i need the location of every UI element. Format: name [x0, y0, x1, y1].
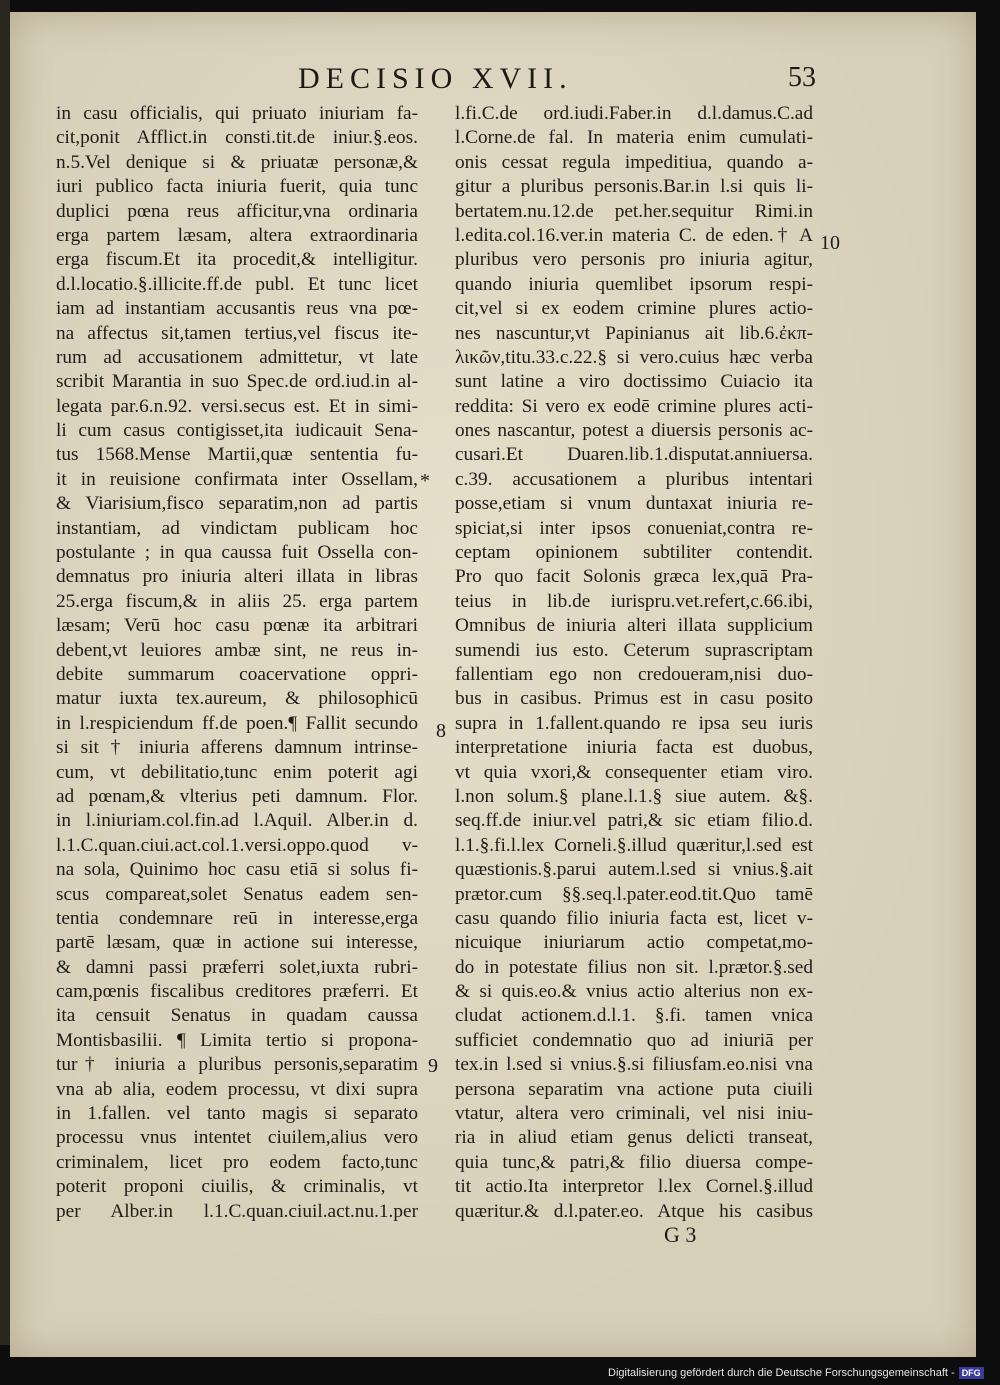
text-line: it in reuisione confirmata inter Ossellam, [56, 468, 418, 490]
text-line: in l.iniuriam.col.fin.ad l.Aquil. Alber.in d. [56, 810, 418, 832]
text-line: ones nascantur, potest a diuersis personis ac- [455, 420, 813, 442]
text-line: sumendi ius esto. Ceterum suprascriptam [455, 639, 813, 661]
text-line: cit,ponit Afflict.in consti.tit.de iniur.§.eos. [56, 127, 418, 149]
text-line: scribit Marantia in suo Spec.de ord.iud.in al- [56, 371, 418, 393]
text-line: quæstionis.§.parui autem.l.sed si vnius.§.ait [455, 859, 813, 881]
text-line: matur iuxta tex.aureum, & philosophicū [56, 688, 418, 710]
text-line: l.Corne.de fal. In materia enim cumulati- [455, 127, 813, 149]
signature-mark: G 3 [664, 1222, 697, 1247]
text-line: teius in lib.de iurispru.vet.refert,c.66.ibi, [455, 590, 813, 612]
footer-credit: Digitalisierung gefördert durch die Deutsche Forschungsgemeinschaft - [608, 1367, 955, 1379]
text-line: & si quis.eo.& vnius actio alterius non ex- [455, 981, 813, 1003]
text-line: duplici pœna reus afficitur,vna ordinaria [56, 200, 418, 222]
text-line: Omnibus de iniuria alteri illata supplicium [455, 615, 813, 637]
text-line: na sola, Quinimo hoc casu etiā si solus fi- [56, 859, 418, 881]
text-line: debite summarum coacervatione oppri- [56, 663, 418, 685]
text-line: l.fi.C.de ord.iudi.Faber.in d.l.damus.C.ad [455, 103, 813, 124]
text-line: in 1.fallen. vel tanto magis si separato [56, 1103, 418, 1125]
text-line: instantiam, ad vindictam publicam hoc [56, 517, 418, 539]
margin-note-asterisk: * [420, 470, 430, 492]
text-line: tur† iniuria a pluribus personis,separatim [56, 1054, 418, 1076]
text-line: li cum casus contigisset,ita iudicauit Sena- [56, 420, 418, 442]
text-line: cum, vt debilitatio,tunc enim poterit agi [56, 761, 418, 783]
text-line: poterit proponi ciuilis, & criminalis, vt [56, 1176, 418, 1198]
margin-note-10: 10 [820, 232, 840, 254]
text-line: nes nascuntur,vt Papinianus ait lib.6.ἐκπ- [455, 322, 813, 344]
text-line: Pro quo facit Solonis græca lex,quā Pra- [455, 566, 813, 588]
text-line: demnatus pro iniuria alteri illata in libras [56, 566, 418, 588]
text-line: supra in 1.fallent.quando re ipsa seu iuris [455, 712, 813, 734]
text-line: reddita: Si vero ex eodē crimine plures acti- [455, 395, 813, 417]
text-line: postulante ; in qua caussa fuit Ossella con- [56, 542, 418, 564]
margin-note-8: 8 [436, 720, 446, 742]
text-line: criminalem, licet pro eodem facto,tunc [56, 1151, 418, 1173]
text-line: posse,etiam si vnum duntaxat iniuria re- [455, 493, 813, 515]
text-line: cit,vel si ex eodem crimine plures actio- [455, 298, 813, 320]
margin-note-9: 9 [428, 1055, 438, 1077]
text-line: cludat actionem.d.l.1. §.fi. tamen vnica [455, 1005, 813, 1027]
text-line: nicuique iniuriarum actio competat,mo- [455, 932, 813, 954]
dfg-logo: DFG [959, 1367, 984, 1379]
text-line: læsam; Verū hoc casu pœnæ ita arbitrari [56, 615, 418, 637]
digitization-footer [608, 1365, 984, 1381]
text-line: in casu officialis, qui priuato iniuriam fa- [56, 103, 418, 124]
text-line: n.5.Vel denique si & priuatæ personæ,& [56, 151, 418, 173]
text-line: vt quia vxori,& consequenter etiam viro. [455, 761, 813, 783]
running-title: DECISIO XVII. [298, 62, 573, 95]
text-line: processu vnus intentet ciuilem,alius vero [56, 1127, 418, 1149]
text-line: per Alber.in l.1.C.quan.ciuil.act.nu.1.per [56, 1200, 418, 1222]
right-text-column [455, 102, 813, 1224]
text-line: rum ad accusationem admittetur, vt late [56, 346, 418, 368]
text-line: pluribus vero personis pro iniuria agitur, [455, 249, 813, 271]
text-line: bertatem.nu.12.de pet.her.sequitur Rimi.in [455, 200, 813, 222]
text-line: vna ab alia, eodem processu, vt dixi supra [56, 1078, 418, 1100]
text-line: in l.respiciendum ff.de poen.¶ Fallit secundo [56, 712, 418, 734]
text-line: cusari.Et Duaren.lib.1.disputat.anniuersa. [455, 444, 813, 466]
text-line: l.1.C.quan.ciui.act.col.1.versi.oppo.quod v- [56, 834, 418, 856]
text-line: tit actio.Ita interpretor l.lex Cornel.§.illud [455, 1176, 813, 1198]
text-line: vtatur, altera vero criminali, vel nisi iniu- [455, 1103, 813, 1125]
text-line: legata par.6.n.92. versi.secus est. Et in simi- [56, 395, 418, 417]
text-line: Montisbasilii. ¶ Limita tertio si propona- [56, 1029, 418, 1051]
text-line: tentia condemnare reū in interesse,erga [56, 907, 418, 929]
text-line: gitur a pluribus personis.Bar.in l.si quis li- [455, 176, 813, 198]
text-line: quæritur.& d.l.pater.eo. Atque his casibus [455, 1200, 813, 1222]
text-line: do in potestate filius non sit. l.prætor.§.sed [455, 956, 813, 978]
text-line: sunt latine a viro doctissimo Cuiacio ita [455, 371, 813, 393]
text-line: erga fiscum.Et ita procedit,& intelligitur. [56, 249, 418, 271]
text-line: interpretatione iniuria facta est duobus, [455, 737, 813, 759]
text-line: bus in casibus. Primus est in casu posito [455, 688, 813, 710]
text-line: tus 1568.Mense Martii,quæ sententia fu- [56, 444, 418, 466]
text-line: na affectus sit,tamen tertius,vel fiscus ite- [56, 322, 418, 344]
text-line: debent,vt leuiores ambæ sint, ne reus in- [56, 639, 418, 661]
text-line: & Viarisium,fisco separatim,non ad partis [56, 493, 418, 515]
text-line: d.l.locatio.§.illicite.ff.de publ. Et tunc licet [56, 273, 418, 295]
page-number: 53 [788, 62, 816, 93]
text-line: cam,pœnis fiscalibus creditores præferri. Et [56, 981, 418, 1003]
left-text-column [56, 102, 418, 1224]
text-line: tex.in l.sed si vnius.§.si filiusfam.eo.nisi vna [455, 1054, 813, 1076]
text-line: spiciat,si inter ipsos conueniat,contra re- [455, 517, 813, 539]
text-line: iuri publico facta iniuria fuerit, quia tunc [56, 176, 418, 198]
text-line: c.39. accusationem a pluribus intentari [455, 468, 813, 490]
text-line: ita censuit Senatus in quadam caussa [56, 1005, 418, 1027]
text-line: persona separatim vna actione puta ciuili [455, 1078, 813, 1100]
page-edge [0, 0, 10, 1345]
text-line: quia tunc,& patri,& filio diuersa compe- [455, 1151, 813, 1173]
text-line: fallentiam ego non credoueram,nisi duo- [455, 663, 813, 685]
text-line: l.non solum.§ plane.l.1.§ siue autem. &§. [455, 785, 813, 807]
text-line: si sit † iniuria afferens damnum intrinse- [56, 737, 418, 759]
text-line: seq.ff.de iniur.vel patri,& sic etiam filio.d. [455, 810, 813, 832]
text-line: erga partem læsam, altera extraordinaria [56, 224, 418, 246]
text-line: l.edita.col.16.ver.in materia C. de eden.† A [455, 224, 813, 246]
text-line: casu quando filio iniuria facta est, licet v- [455, 907, 813, 929]
text-line: 25.erga fiscum,& in aliis 25. erga partem [56, 590, 418, 612]
text-line: onis cessat regula impeditiua, quando a- [455, 151, 813, 173]
text-line: ria in aliud etiam genus delicti transeat, [455, 1127, 813, 1149]
text-line: ceptam opinionem subtiliter contendit. [455, 542, 813, 564]
text-line: prætor.cum §§.seq.l.pater.eod.tit.Quo tamē [455, 883, 813, 905]
text-line: & damni passi præferri solet,iuxta rubri- [56, 956, 418, 978]
text-line: iam ad instantiam accusantis reus vna pœ- [56, 298, 418, 320]
text-line: sufficiet condemnatio quo ad iniuriā per [455, 1029, 813, 1051]
text-line: ad pœnam,& vlterius peti damnum. Flor. [56, 785, 418, 807]
text-line: λικῶν,titu.33.c.22.§ si vero.cuius hæc verba [455, 346, 813, 368]
text-line: l.1.§.fi.l.lex Corneli.§.illud quæritur,l.sed est [455, 834, 813, 856]
text-line: scus compareat,solet Senatus eadem sen- [56, 883, 418, 905]
text-line: partē læsam, quæ in actione sui interesse, [56, 932, 418, 954]
text-line: quando iniuria quemlibet ipsorum respi- [455, 273, 813, 295]
